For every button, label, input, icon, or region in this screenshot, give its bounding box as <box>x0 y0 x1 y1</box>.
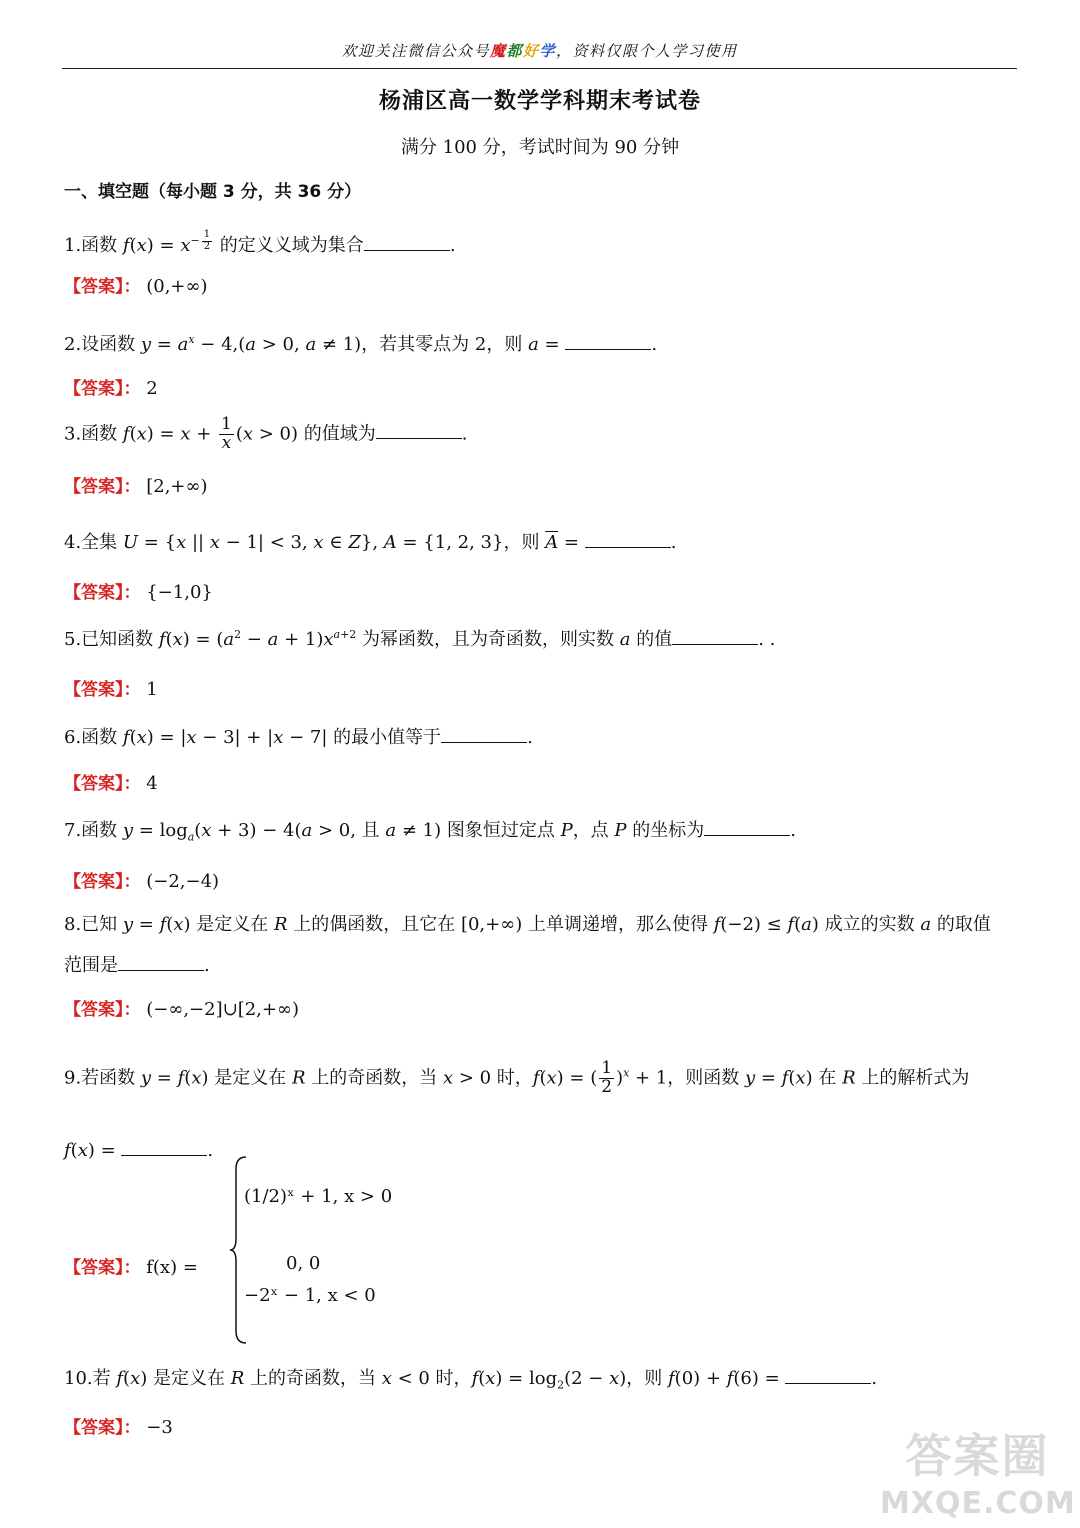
question-8: 8.已知 y = f(x) 是定义在 R 上的偶函数，且它在 [0,+∞) 上单调递增，那么使得 f(−2) ≤ f(a) 成立的实数 a 的取值 <box>64 914 991 935</box>
answer-label: 【答案】： <box>64 379 141 399</box>
answer-label: 【答案】： <box>64 774 141 794</box>
answer-8-value: (−∞,−2]∪[2,+∞) <box>146 999 299 1020</box>
answer-9-value: f(x) = <box>146 1257 198 1278</box>
answer-6-value: 4 <box>146 773 158 794</box>
header-suffix: ，资料仅限个人学习使用 <box>556 42 738 60</box>
header-brand-1: 魔 <box>489 42 507 60</box>
answer-label: 【答案】： <box>64 1418 141 1438</box>
answer-5 <box>64 675 158 700</box>
header-brand-4: 学 <box>539 42 557 60</box>
answer-7-value: (−2,−4) <box>146 871 220 892</box>
answer-label: 【答案】： <box>64 1258 141 1278</box>
question-5: 5.已知函数 $f(x) = (a^2 - a + 1)x^{a+2}$ 为幂函数，且为奇函数，则实数 a 的值 . . <box>64 628 776 650</box>
answer-label: 【答案】： <box>64 1000 141 1020</box>
answer-9-case-3: −2ˣ − 1, x < 0 <box>244 1285 376 1306</box>
question-3: 3.函数 f(x) = x + $\frac{1}{x}$ (x > 0) 的值域为 . <box>64 414 468 453</box>
answer-1 <box>64 272 208 297</box>
answer-8 <box>64 995 299 1020</box>
answer-3-value: [2,+∞) <box>146 476 208 497</box>
question-7: 7.函数 $y = \log_a(x + 3) - 4(a > 0$, 且 a ≠ 1) 图象恒过定点 P，点 P 的坐标为 . <box>64 820 797 844</box>
answer-10 <box>64 1413 173 1438</box>
question-1: 1.函数 $f(x) = x^{- \frac{1}{2}}$ 的定义义域为集合 . <box>64 229 456 256</box>
answer-10-value: −3 <box>146 1417 173 1438</box>
answer-4 <box>64 578 213 603</box>
page-title: 杨浦区高一数学学科期末考试卷 <box>378 89 701 114</box>
question-9-line-2: f(x) = . <box>64 1140 214 1161</box>
answer-7 <box>64 867 219 892</box>
answer-3 <box>64 472 208 497</box>
answer-2 <box>64 374 158 399</box>
answer-9-case-1: (1/2)ˣ + 1, x > 0 <box>244 1186 393 1207</box>
section-heading: 一、填空题（每小题 3 分，共 36 分） <box>64 182 362 202</box>
answer-label: 【答案】： <box>64 583 141 603</box>
header-brand-2: 都 <box>506 42 523 60</box>
question-8-line-2: 范围是 . <box>64 955 210 976</box>
answer-5-value: 1 <box>146 679 158 700</box>
answer-label: 【答案】： <box>64 680 141 700</box>
answer-label: 【答案】： <box>64 872 141 892</box>
answer-label: 【答案】： <box>64 477 141 497</box>
piecewise-brace <box>230 1155 248 1345</box>
question-2: 2.设函数 $y = a^x - 4,(a > 0$, a ≠ 1)，若其零点为 2，则 a = . <box>64 333 658 355</box>
answer-label: 【答案】： <box>64 277 141 297</box>
question-10: 10.若 f(x) 是定义在 R 上的奇函数，当 x < 0 时，$f(x) = \log_2(2 - x)$，则 f(0) + f(6) = . <box>64 1368 878 1392</box>
header-prefix: 欢迎关注微信公众号 <box>341 42 490 60</box>
page-subtitle: 满分 100 分，考试时间为 90 分钟 <box>400 137 680 158</box>
answer-1-value: (0,+∞) <box>146 276 208 297</box>
answer-6 <box>64 769 158 794</box>
watermark-line-2: MXQE.COM <box>880 1486 1076 1521</box>
question-4: 4.全集 U = {x || x − 1| < 3, x ∈ Z}, A = {1, 2, 3}，则 $\overline{A}$ = . <box>64 532 677 553</box>
answer-9 <box>64 1253 198 1278</box>
answer-2-value: 2 <box>146 378 158 399</box>
watermark <box>880 1420 1075 1525</box>
header-brand-3: 好 <box>523 42 540 60</box>
question-9: 9.若函数 y = f(x) 是定义在 R 上的奇函数，当 x > 0 时，f(x) = ( $\frac{1}{2}$ )$^x$ + 1，则函数 y = f(x) 在 R 上的解析式为 <box>64 1058 970 1097</box>
answer-4-value: {−1,0} <box>146 582 213 603</box>
page-header <box>62 40 1017 69</box>
watermark-line-1: 答案圈 <box>905 1429 1050 1483</box>
question-6: 6.函数 f(x) = |x − 3| + |x − 7| 的最小值等于 . <box>64 727 533 748</box>
answer-9-case-2: 0, 0 <box>286 1253 321 1274</box>
